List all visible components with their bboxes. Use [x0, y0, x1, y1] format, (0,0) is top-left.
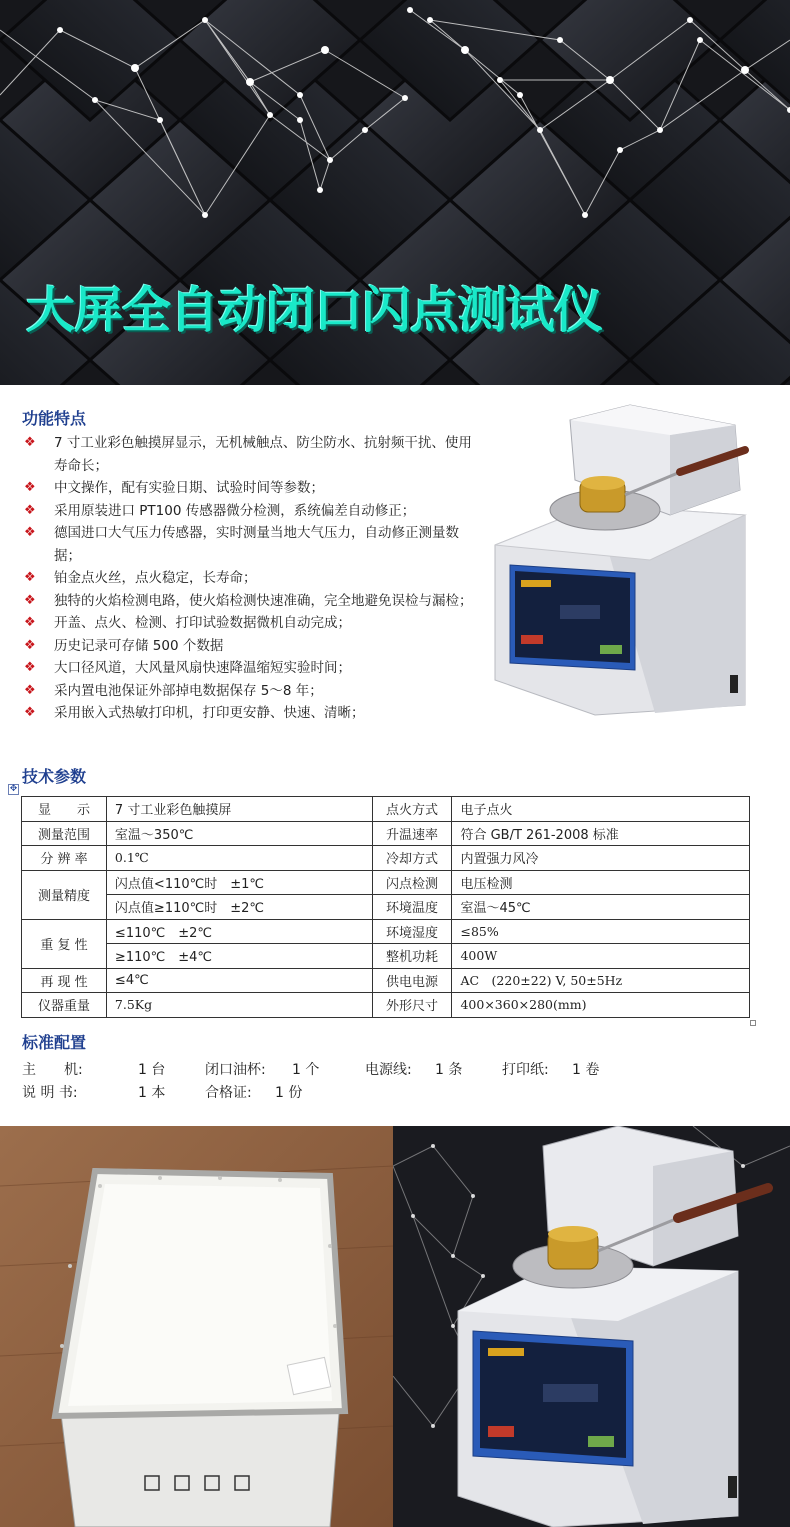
list-item: ❖ 开盖、点火、检测、打印试验数据微机自动完成；	[22, 612, 482, 635]
list-item: ❖ 中文操作，配有实验日期、试验时间等参数；	[22, 477, 482, 500]
spec-label: 供电电源	[372, 968, 452, 993]
spec-label: 闪点检测	[372, 870, 452, 895]
config-label: 合格证:	[205, 1085, 252, 1101]
spec-value: 400W	[452, 944, 750, 969]
move-handle-icon[interactable]: ✥	[9, 784, 18, 794]
spec-value: 闪点值≥110℃时 ±2℃	[106, 895, 372, 920]
config-value: 1 卷	[572, 1062, 600, 1078]
spec-label: 重 复 性	[22, 919, 107, 968]
spec-label: 环境温度	[372, 895, 452, 920]
spec-value: ≤110℃ ±2℃	[106, 919, 372, 944]
diamond-bullet-icon: ❖	[24, 682, 36, 698]
table-row	[22, 968, 750, 993]
spec-value: 室温～45℃	[452, 895, 750, 920]
diamond-bullet-icon: ❖	[24, 592, 36, 608]
list-item: ❖ 独特的火焰检测电路，使火焰检测快速准确，完全地避免误检与漏检；	[22, 590, 482, 613]
spec-value: 闪点值<110℃时 ±1℃	[106, 870, 372, 895]
spec-value: 内置强力风冷	[452, 846, 750, 871]
diamond-bullet-icon: ❖	[24, 435, 36, 450]
spec-label: 冷却方式	[372, 846, 452, 871]
spec-value: 0.1℃	[106, 846, 372, 871]
diamond-bullet-icon: ❖	[24, 525, 36, 540]
spec-value: 室温～350℃	[106, 821, 372, 846]
diamond-bullet-icon: ❖	[24, 660, 36, 675]
spec-label: 显 示	[22, 797, 107, 822]
table-row	[22, 895, 750, 920]
features-heading: 功能特点	[22, 409, 87, 428]
table-row	[22, 821, 750, 846]
diamond-bullet-icon: ❖	[24, 570, 36, 585]
spec-value: 电压检测	[452, 870, 750, 895]
table-row	[22, 993, 750, 1018]
list-item: ❖ 7 寸工业彩色触摸屏显示，无机械触点、防尘防水、抗射频干扰、使用寿命长；	[22, 432, 482, 477]
table-row	[22, 797, 750, 822]
list-item: ❖ 采内置电池保证外部掉电数据保存 5～8 年；	[22, 680, 482, 703]
specs-heading: 技术参数	[22, 767, 87, 786]
config-label: 打印纸:	[502, 1062, 549, 1078]
config-label: 电源线:	[365, 1062, 412, 1078]
spec-label: 升温速率	[372, 821, 452, 846]
diamond-bullet-icon: ❖	[24, 502, 36, 518]
table-row	[22, 870, 750, 895]
spec-label: 测量范围	[22, 821, 107, 846]
resize-handle-icon[interactable]	[750, 1020, 756, 1026]
hero-banner	[0, 0, 790, 385]
features-list	[22, 432, 482, 725]
product-photo	[393, 1126, 790, 1527]
spec-value: 400×360×280(mm)	[452, 993, 750, 1018]
spec-label: 分 辨 率	[22, 846, 107, 871]
spec-label: 仪器重量	[22, 993, 107, 1018]
table-row	[22, 919, 750, 944]
diamond-bullet-icon: ❖	[24, 637, 36, 653]
spec-value: 电子点火	[452, 797, 750, 822]
diamond-bullet-icon: ❖	[24, 705, 36, 720]
spec-label: 测量精度	[22, 870, 107, 919]
list-item: ❖ 采用原装进口 PT100 传感器微分检测，系统偏差自动修正；	[22, 500, 482, 523]
list-item: ❖ 德国进口大气压力传感器，实时测量当地大气压力，自动修正测量数据；	[22, 522, 482, 567]
diamond-bullet-icon: ❖	[24, 615, 36, 630]
spec-value: ≤4℃	[106, 968, 372, 993]
product-title: 大屏全自动闭口闪点测试仪	[26, 282, 603, 339]
spec-value: ≥110℃ ±4℃	[106, 944, 372, 969]
list-item: ❖ 历史记录可存储 500 个数据	[22, 635, 482, 658]
table-row	[22, 846, 750, 871]
spec-label: 再 现 性	[22, 968, 107, 993]
spec-label: 外形尺寸	[372, 993, 452, 1018]
product-image	[485, 395, 765, 725]
config-value: 1 台	[138, 1062, 166, 1078]
spec-label: 点火方式	[372, 797, 452, 822]
list-item: ❖ 铂金点火丝，点火稳定，长寿命；	[22, 567, 482, 590]
config-label: 说 明 书:	[22, 1085, 78, 1101]
spec-label: 环境湿度	[372, 919, 452, 944]
list-item: ❖ 大口径风道，大风量风扇快速降温缩短实验时间；	[22, 657, 482, 680]
packaging-photo	[0, 1126, 393, 1527]
config-value: 1 条	[435, 1062, 463, 1078]
specs-table	[21, 796, 750, 1018]
spec-value: AC (220±22) V, 50±5Hz	[452, 968, 750, 993]
spec-value: 符合 GB/T 261-2008 标准	[452, 821, 750, 846]
config-label: 主 机:	[22, 1062, 83, 1078]
spec-value: ≤85%	[452, 919, 750, 944]
table-row	[22, 944, 750, 969]
config-value: 1 个	[292, 1062, 320, 1078]
spec-value: 7.5Kg	[106, 993, 372, 1018]
list-item: ❖ 采用嵌入式热敏打印机，打印更安静、快速、清晰；	[22, 702, 482, 725]
diamond-bullet-icon: ❖	[24, 480, 36, 495]
spec-value: 7 寸工业彩色触摸屏	[106, 797, 372, 822]
config-heading: 标准配置	[22, 1033, 87, 1052]
config-value: 1 份	[275, 1085, 303, 1101]
spec-label: 整机功耗	[372, 944, 452, 969]
config-value: 1 本	[138, 1085, 166, 1101]
config-label: 闭口油杯:	[205, 1062, 266, 1078]
